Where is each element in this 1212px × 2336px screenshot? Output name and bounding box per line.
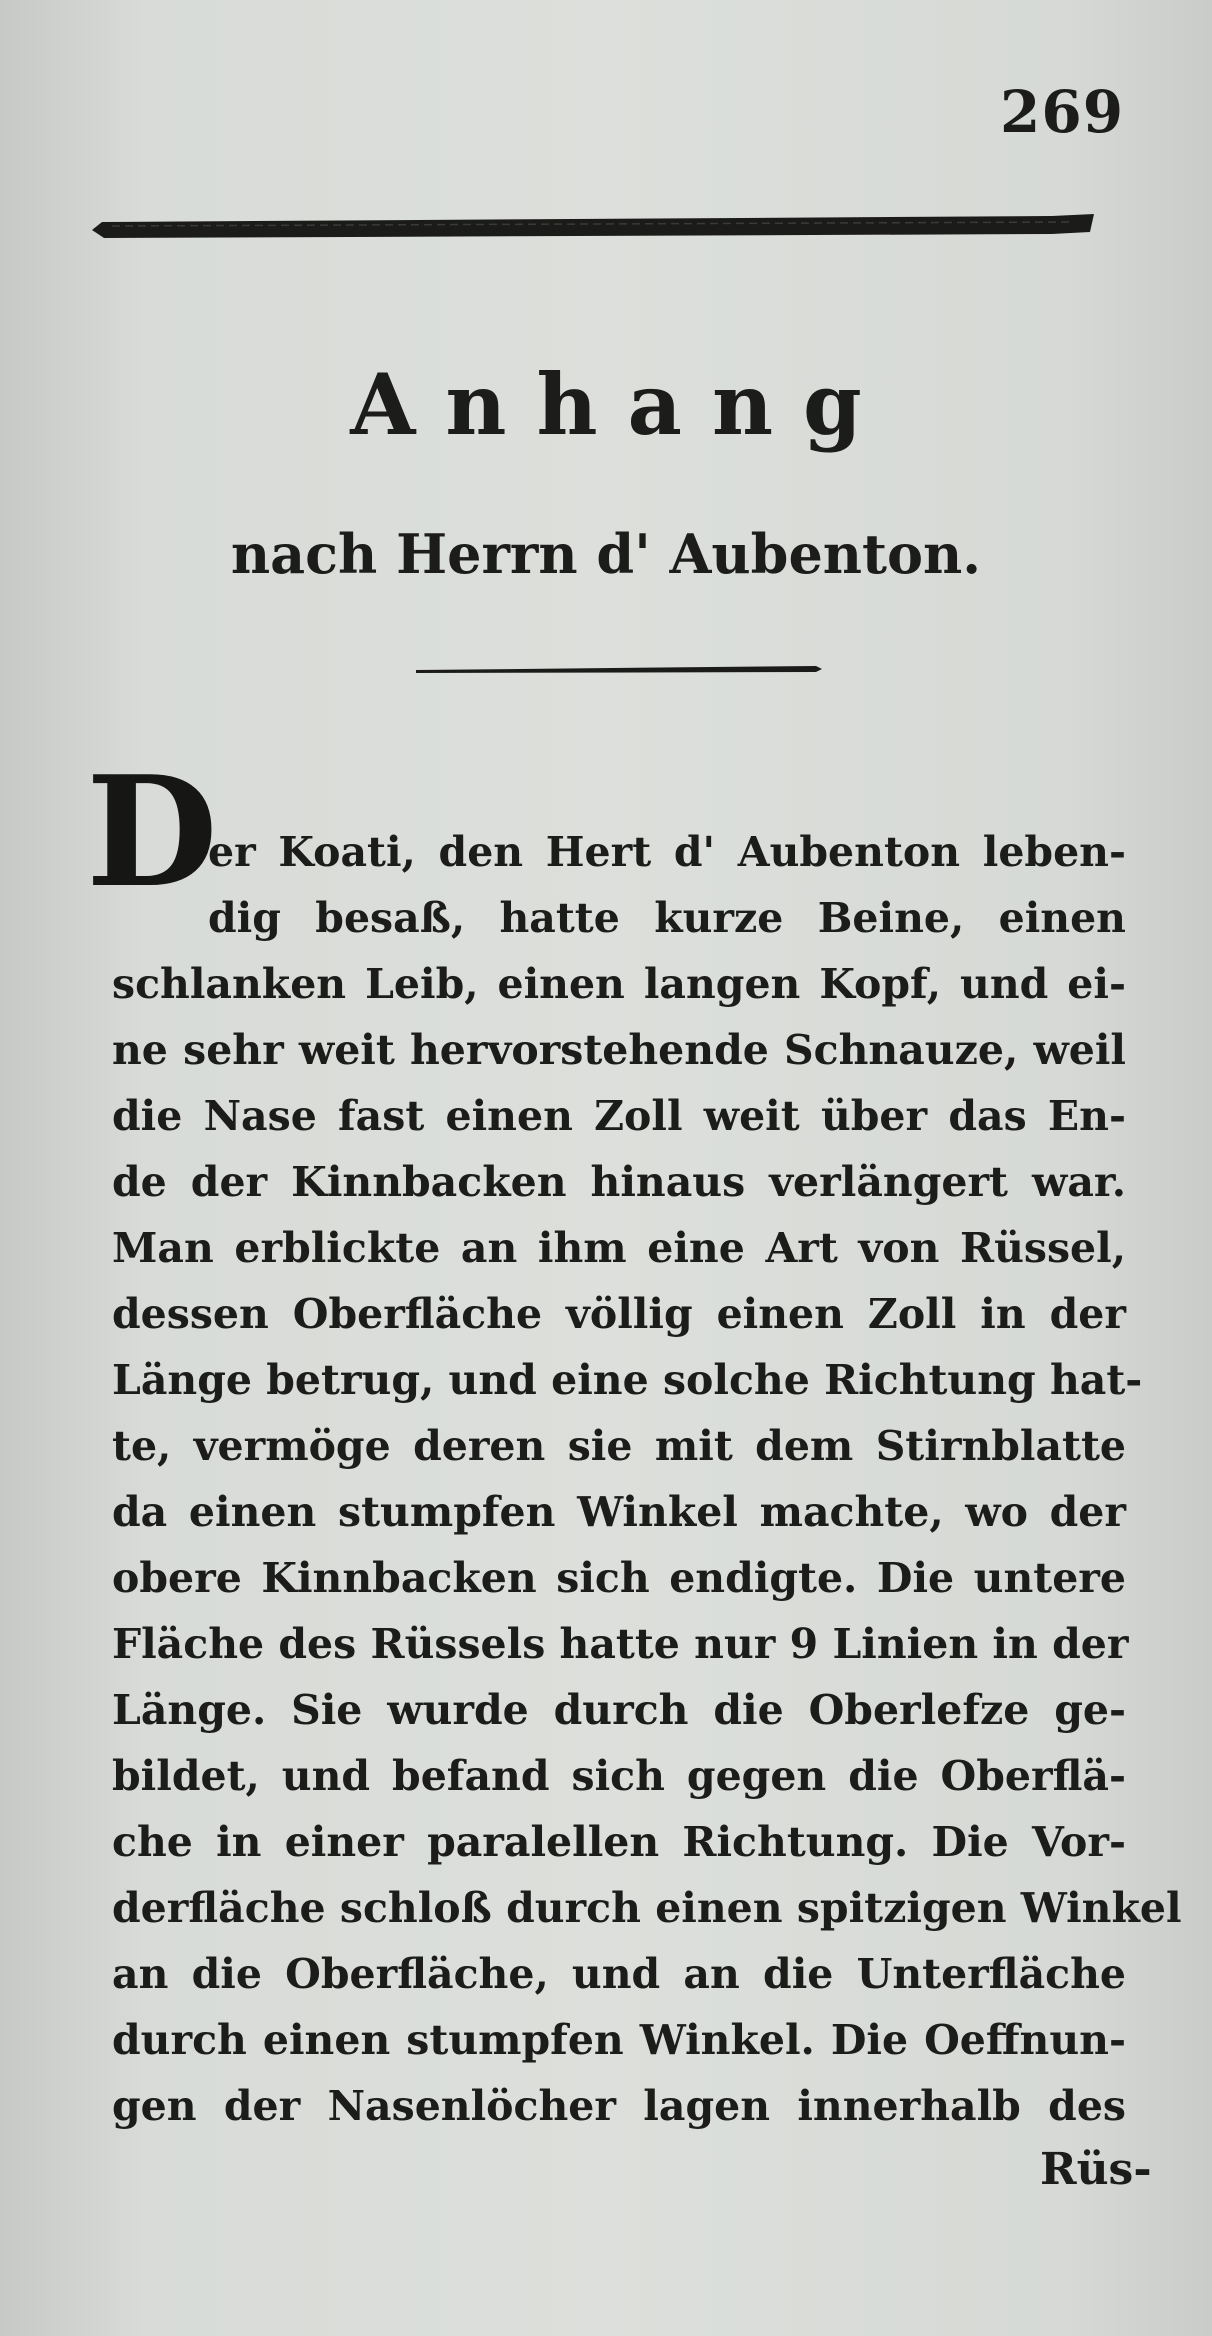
text-line: Fläche des Rüssels hatte nur 9 Linien in der [112, 1620, 1129, 1668]
catchword: Rüs- [1040, 2144, 1152, 2195]
text-line: durch einen stumpfen Winkel. Die Oeffnun- [112, 2016, 1126, 2064]
section-title: Anhang [350, 355, 892, 454]
text-line: er Koati, den Hert d' Aubenton leben- [208, 828, 1126, 876]
text-line: Länge. Sie wurde durch die Oberlefze ge- [112, 1686, 1126, 1734]
text-line: gen der Nasenlöcher lagen innerhalb des [112, 2082, 1126, 2130]
drop-cap-initial: D [86, 742, 218, 921]
top-ornamental-rule [92, 212, 1094, 242]
text-line: Länge betrug, und eine solche Richtung hat- [112, 1356, 1143, 1404]
text-line: obere Kinnbacken sich endigte. Die untere [112, 1554, 1126, 1602]
text-line: da einen stumpfen Winkel machte, wo der [112, 1488, 1126, 1536]
text-line: die Nase fast einen Zoll weit über das En- [112, 1092, 1126, 1140]
text-line: derfläche schloß durch einen spitzigen Winkel [112, 1884, 1182, 1932]
section-subtitle: nach Herrn d' Aubenton. [230, 522, 982, 586]
text-line: dig besaß, hatte kurze Beine, einen [208, 894, 1126, 942]
text-line: an die Oberfläche, und an die Unterfläche [112, 1950, 1126, 1998]
text-line: bildet, und befand sich gegen die Oberflä- [112, 1752, 1126, 1800]
text-line: dessen Oberfläche völlig einen Zoll in der [112, 1290, 1126, 1338]
text-line: te, vermöge deren sie mit dem Stirnblatte [112, 1422, 1126, 1470]
text-line: schlanken Leib, einen langen Kopf, und ei- [112, 960, 1126, 1008]
text-line: che in einer paralellen Richtung. Die Vor- [112, 1818, 1126, 1866]
text-line: Man erblickte an ihm eine Art von Rüssel, [112, 1224, 1126, 1272]
text-line: ne sehr weit hervorstehende Schnauze, weil [112, 1026, 1126, 1074]
text-line: de der Kinnbacken hinaus verlängert war. [112, 1158, 1126, 1206]
page-number: 269 [1000, 78, 1125, 146]
divider-rule [416, 664, 822, 674]
